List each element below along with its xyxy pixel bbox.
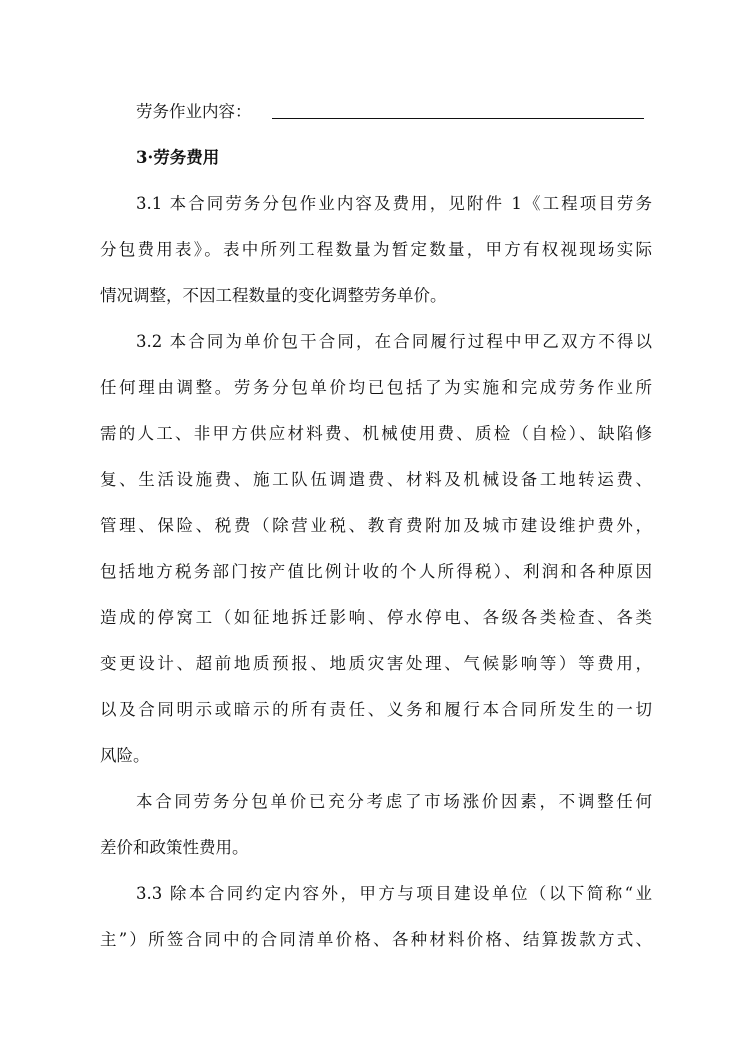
paragraph-3-2-line-3: 需的人工、非甲方供应材料费、机械使用费、质检（自检）、缺陷修 [100,424,652,443]
section-heading-text: 3·劳务费用 [136,148,220,167]
paragraph-line [0,186,744,222]
paragraph-3-1-line-3: 情况调整，不因工程数量的变化调整劳务单价。 [100,286,447,305]
paragraph-3-2b-line-1: 本合同劳务分包单价已充分考虑了市场涨价因素，不调整任何 [136,792,652,811]
paragraph-3-2-line-2: 任何理由调整。劳务分包单价均已包括了为实施和完成劳务作业所 [100,378,652,397]
paragraph-3-2-line-5: 管理、保险、税费（除营业税、教育费附加及城市建设维护费外， [100,516,652,535]
paragraph-line [0,324,744,360]
paragraph-3-2-line-7: 造成的停窝工（如征地拆迁影响、停水停电、各级各类检查、各类 [100,608,652,627]
paragraph-line [0,784,744,820]
paragraph-3-2-line-4: 复、生活设施费、施工队伍调遣费、材料及机械设备工地转运费、 [100,470,652,489]
labor-content-label: 劳务作业内容： [136,102,252,121]
paragraph-3-2-line-6: 包括地方税务部门按产值比例计收的个人所得税）、利润和各种原因 [100,562,652,581]
paragraph-3-2-line-8: 变更设计、超前地质预报、地质灾害处理、气候影响等）等费用， [100,654,652,673]
paragraph-3-1-line-2: 分包费用表》。表中所列工程数量为暂定数量，甲方有权视现场实际 [100,240,652,259]
paragraph-3-2-line-10: 风险。 [100,746,150,765]
labor-content-blank-line [272,118,644,119]
paragraph-line [0,922,744,958]
paragraph-3-3-line-2: 主”）所签合同中的合同清单价格、各种材料价格、结算拨款方式、 [100,930,652,949]
paragraph-3-1-line-1: 3.1 本合同劳务分包作业内容及费用，见附件 1《工程项目劳务 [136,194,652,213]
paragraph-line [0,370,744,406]
paragraph-line [0,508,744,544]
paragraph-line [0,646,744,682]
paragraph-line [0,830,744,866]
paragraph-line [0,278,744,314]
paragraph-line [0,692,744,728]
section-heading [0,140,744,176]
paragraph-3-3-line-1: 3.3 除本合同约定内容外，甲方与项目建设单位（以下简称“业 [136,884,652,903]
paragraph-3-2b-line-2: 差价和政策性费用。 [100,838,249,857]
paragraph-line [0,600,744,636]
paragraph-line [0,738,744,774]
paragraph-3-2-line-1: 3.2 本合同为单价包干合同，在合同履行过程中甲乙双方不得以 [136,332,652,351]
paragraph-line [0,876,744,912]
paragraph-3-2-line-9: 以及合同明示或暗示的所有责任、义务和履行本合同所发生的一切 [100,700,652,719]
paragraph-line [0,416,744,452]
paragraph-line [0,554,744,590]
labor-content-field [0,94,744,130]
paragraph-line [0,462,744,498]
paragraph-line [0,232,744,268]
